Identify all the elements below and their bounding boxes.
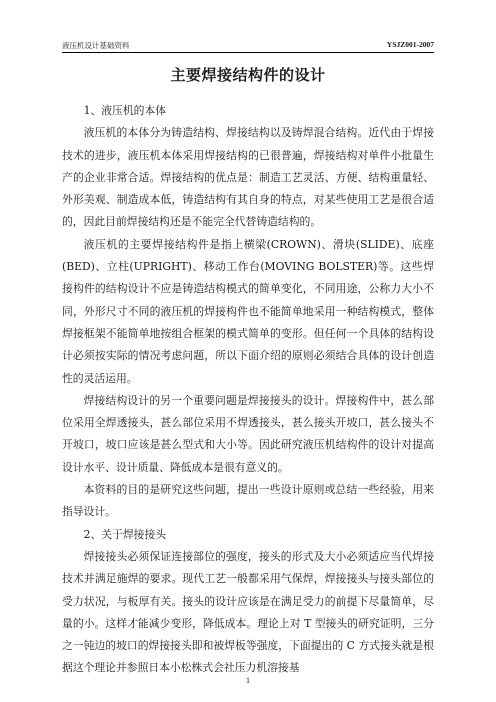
page-header [62,38,434,53]
section-heading-1: 1、液压机的本体 [83,104,167,117]
header-left-text: 液压机设计基础资料 [62,41,130,50]
document-title: 主要焊接结构件的设计 [170,66,326,84]
section-heading-2: 2、关于焊接接头 [83,527,167,541]
paragraph: 液压机的主要焊接结构件是指上横梁(CROWN)、滑块(SLIDE)、底座(BED)、立柱(UPRIGHT)、移动工作台(MOVING BOLSTER)等。这些焊接构件的结构设计不应是铸造结构模式的简单变化，不同用途，公称力大小不同，外形尺寸不同的液压机的焊接构件也不能简单地采用一种结构模式，整体焊接框架不能简单地按组合框架的模式简单的变形。但任何一个具体的结构设计必须按实际的情况考虑问题，所以下面介绍的原则必须结合具体的设计创造性的灵活运用。 [62,237,434,385]
header-right-code: YSJZ001-2007 [386,40,434,49]
document-body [62,100,434,680]
paragraph: 焊接结构设计的另一个重要问题是焊接接头的设计。焊接构件中，甚么部位采用全焊透接头，甚么部位采用不焊透接头，甚么接头开坡口，甚么接头不开坡口，坡口应该是甚么型式和大小等。因此研究液压机结构件的设计对提高设计水平、设计质量、降低成本是很有意义的。 [62,393,434,474]
paragraph: 本资料的目的是研究这些问题，提出一些设计原则或总结一些经验，用来指导设计。 [62,483,434,519]
paragraph: 焊接接头必须保证连接部位的强度，接头的形式及大小必须适应当代焊接技术并满足施焊的要求。现代工艺一般都采用气保焊，焊接接头与接头部位的受力状况，与板厚有关。接头的设计应该是在满足受力的前提下尽量简单，尽量的小。这样才能减少变形，降低成本。理论上对 T 型接头的研究证明，三分之一钝边的坡口的焊接接头即和被焊板等强度，下面提出的 C 方式接头就是根据这个理论并参照日本小松株式会社压力机溶接基 [62,549,434,675]
paragraph: 液压机的本体分为铸造结构、焊接结构以及铸焊混合结构。近代由于焊接技术的进步，液压机本体采用焊接结构的已很普遍，焊接结构对单件小批量生产的企业非常合适。焊接结构的优点是：制造工艺灵活、方便、结构重量轻、外形美观、制造成本低，铸造结构有其自身的特点，对某些使用工艺是很合适的，因此目前焊接结构还是不能完全代替铸造结构的。 [62,126,434,229]
page-number: 1 [246,676,250,685]
